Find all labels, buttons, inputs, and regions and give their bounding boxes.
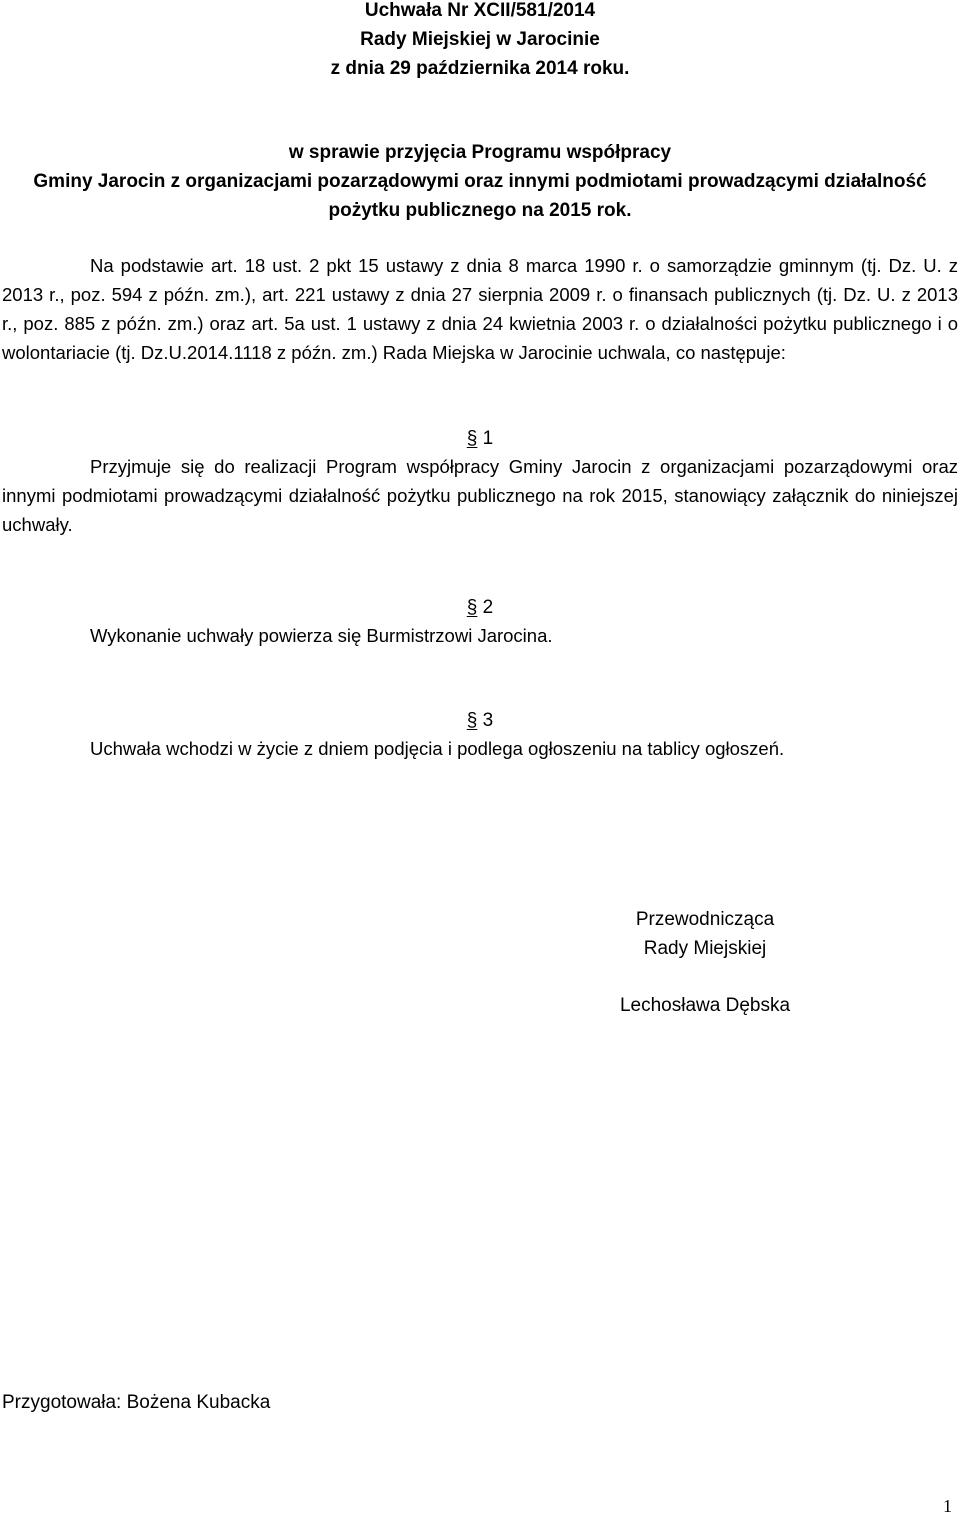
paragraph-2-heading — [0, 593, 960, 622]
paragraph-number: 1 — [482, 428, 494, 449]
issuing-body: Rady Miejskiej w Jarocinie — [360, 29, 600, 50]
paragraph-1-text: Przyjmuje się do realizacji Program współpracy Gminy Jarocin z organizacjami pozarządowymi oraz innymi podmiotami prowadzącymi działalność pożytku publicznego na rok 2015, stanowiący załącznik do niniejszej uchwały. — [2, 456, 958, 535]
resolution-title: Uchwała Nr XCII/581/2014 — [364, 0, 596, 21]
signature-role-2: Rady Miejskiej — [643, 938, 767, 959]
section-symbol: § — [466, 597, 478, 618]
paragraph-1-heading — [0, 424, 960, 453]
signature-role-1: Przewodnicząca — [635, 909, 775, 930]
signatory-name: Lechosława Dębska — [619, 995, 791, 1016]
paragraph-number: 3 — [482, 710, 494, 731]
paragraph-3-text: Uchwała wchodzi w życie z dniem podjęcia i podlega ogłoszeniu na tablicy ogłoszeń. — [90, 738, 785, 759]
subject-line-2: Gminy Jarocin z organizacjami pozarządowymi oraz innymi podmiotami prowadzącymi działalność — [33, 171, 927, 192]
subject-line-3: pożytku publicznego na 2015 rok. — [328, 200, 632, 221]
prepared-by: Przygotowała: Bożena Kubacka — [2, 1392, 271, 1413]
resolution-subject — [0, 138, 960, 225]
section-symbol: § — [466, 428, 478, 449]
page-number: 1 — [943, 1496, 952, 1516]
subject-line-1: w sprawie przyjęcia Programu współpracy — [288, 142, 672, 163]
resolution-date: z dnia 29 października 2014 roku. — [330, 58, 630, 79]
legal-basis: Na podstawie art. 18 ust. 2 pkt 15 ustawy z dnia 8 marca 1990 r. o samorządzie gminnym (tj. Dz. U. z 2013 r., poz. 594 z późn. zm.), art. 221 ustawy z dnia 27 sierpnia 2009 r. o finansach publicznych (tj. Dz. U. z 2013 r., poz. 885 z późn. zm.) oraz art. 5a ust. 1 ustawy z dnia 24 kwietnia 2003 r. o działalności pożytku publicznego i o wolontariacie (tj. Dz.U.2014.1118 z późn. zm.) Rada Miejska w Jarocinie uchwala, co następuje: — [2, 255, 958, 363]
section-symbol: § — [466, 710, 478, 731]
paragraph-3-heading — [0, 706, 960, 735]
paragraph-number: 2 — [482, 597, 494, 618]
paragraph-2-text: Wykonanie uchwały powierza się Burmistrzowi Jarocina. — [90, 625, 553, 646]
resolution-header — [0, 0, 960, 83]
